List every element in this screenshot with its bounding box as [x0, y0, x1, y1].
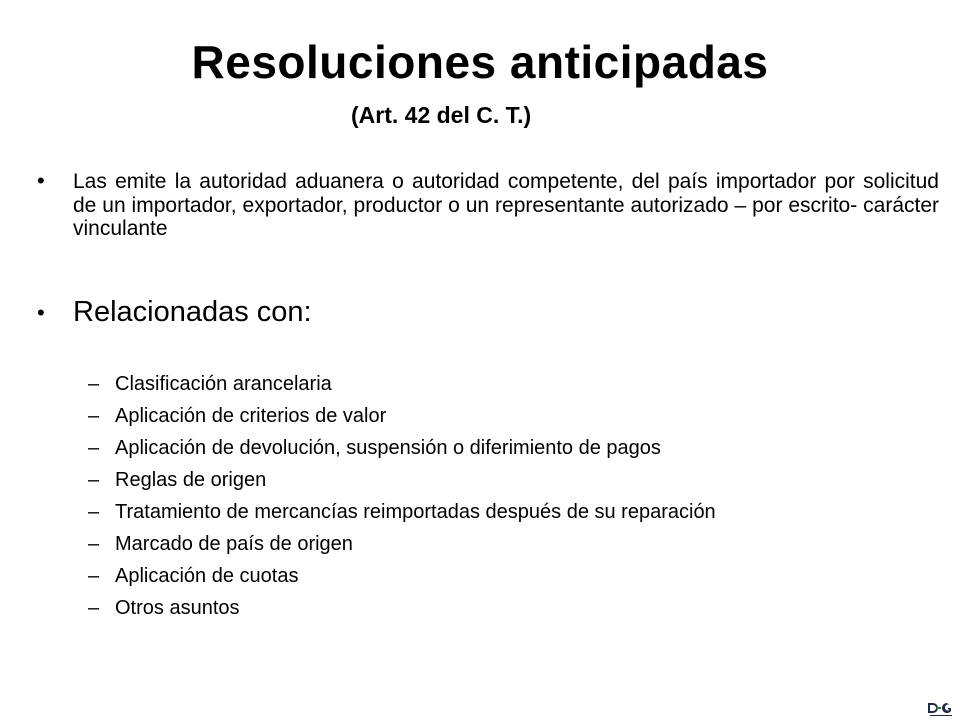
dash-marker: –	[88, 565, 100, 587]
sub-list-item	[88, 529, 716, 561]
sub-list-item-text: Otros asuntos	[115, 597, 240, 619]
sub-list-item	[88, 497, 716, 529]
dash-marker: –	[88, 373, 100, 395]
sub-list	[88, 369, 716, 625]
dash-marker: –	[88, 501, 100, 523]
sub-list-item-text: Aplicación de criterios de valor	[115, 405, 387, 427]
dash-marker: –	[88, 469, 100, 491]
sub-list-item	[88, 401, 716, 433]
slide-subtitle: (Art. 42 del C. T.)	[351, 102, 532, 128]
sub-list-item	[88, 465, 716, 497]
bullet-marker: •	[37, 300, 45, 325]
sub-list-item	[88, 369, 716, 401]
sub-list-item	[88, 561, 716, 593]
sub-list-item-text: Aplicación de cuotas	[115, 565, 299, 587]
logo-g-mark	[942, 703, 951, 713]
slide-title: Resoluciones anticipadas	[191, 36, 769, 88]
dash-marker: –	[88, 405, 100, 427]
sub-list-item	[88, 593, 716, 625]
dash-marker: –	[88, 597, 100, 619]
sub-list-item-text: Tratamiento de mercancías reimportadas después de su reparación	[115, 501, 716, 523]
bullet-paragraph: Las emite la autoridad aduanera o autoridad competente, del país importador por solicitud de un importador, exportador, productor o un representante autorizado – por escrito- carácter vinculante	[73, 170, 939, 240]
logo-tagline	[930, 715, 952, 716]
sub-list-item	[88, 433, 716, 465]
dash-marker: –	[88, 437, 100, 459]
dga-logo	[927, 701, 955, 717]
logo-green-bar	[936, 707, 941, 709]
bullet-heading: Relacionadas con:	[73, 296, 312, 328]
sub-list-item-text: Marcado de país de origen	[115, 533, 353, 555]
sub-list-item-text: Aplicación de devolución, suspensión o diferimiento de pagos	[115, 437, 661, 459]
sub-list-item-text: Reglas de origen	[115, 469, 267, 491]
bullet-marker: •	[37, 168, 45, 193]
sub-list-item-text: Clasificación arancelaria	[115, 373, 332, 395]
dash-marker: –	[88, 533, 100, 555]
